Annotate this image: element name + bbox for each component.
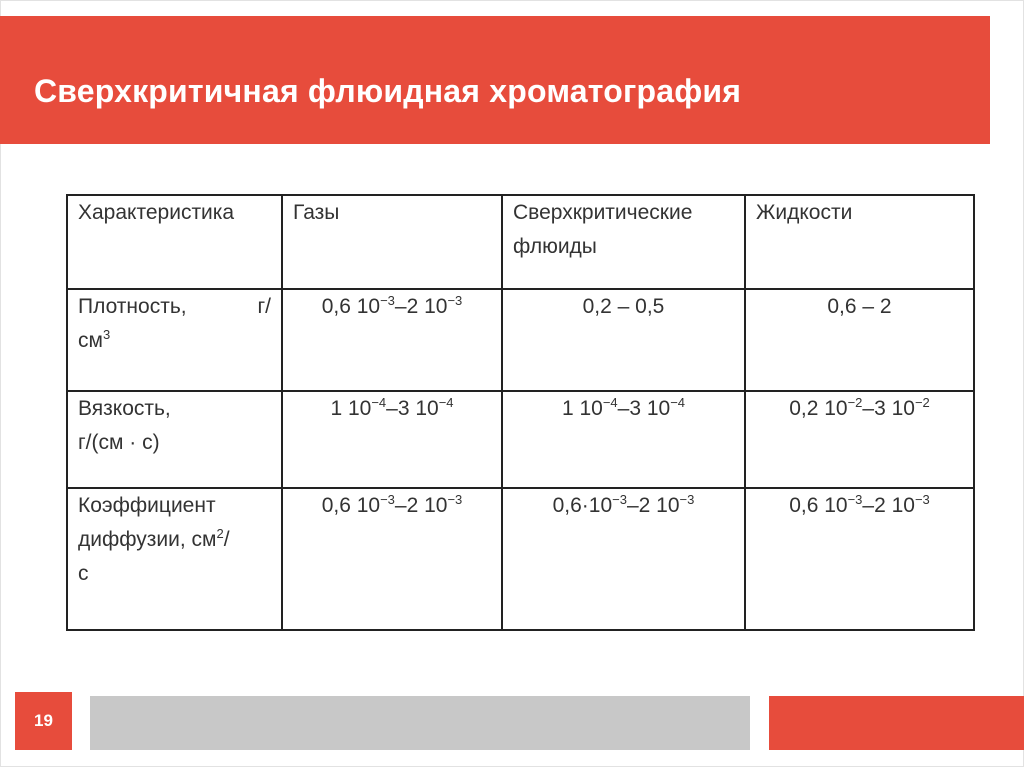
diffusion-gases: 0,6 $10^{-3}-2$ $10^{-3}$ xyxy=(282,488,502,630)
viscosity-gases: 1 $10^{-4}-3$ $10^{-4}$ xyxy=(282,391,502,488)
header-liquids: Жидкости xyxy=(745,195,974,289)
table-row-viscosity xyxy=(67,391,974,488)
comparison-table xyxy=(66,194,975,631)
row-label-diffusion: Коэффициент диффузии, $см^2/$ с xyxy=(67,488,282,630)
table-row-diffusion xyxy=(67,488,974,630)
viscosity-liquids: 0,2 $10^{-2}-3$ $10^{-2}$ xyxy=(745,391,974,488)
density-label-unit: г/ xyxy=(257,295,271,318)
density-label-main: Плотность, xyxy=(78,295,187,318)
header-characteristic: Характеристика xyxy=(67,195,282,289)
density-label-sup: 3 xyxy=(102,327,111,342)
density-sfc: 0,2 – 0,5 xyxy=(502,289,745,391)
viscosity-sfc: 1 $10^{-4}-3$ $10^{-4}$ xyxy=(502,391,745,488)
header-gases: Газы xyxy=(282,195,502,289)
row-label-viscosity: Вязкость, г/(см · с) xyxy=(67,391,282,488)
diffusion-sfc: $0,6\cdot 10^{-3}-2$ $10^{-3}$ xyxy=(502,488,745,630)
density-label-line2: см xyxy=(78,329,103,352)
diffusion-liquids: 0,6 $10^{-3}-2$ $10^{-3}$ xyxy=(745,488,974,630)
row-label-density xyxy=(67,289,282,391)
table-row-density xyxy=(67,289,974,391)
density-gases: 0,6 $10^{-3}-2$ $10^{-3}$ xyxy=(282,289,502,391)
slide-title: Сверхкритичная флюидная хроматография xyxy=(34,73,742,109)
page-number: 19 xyxy=(15,692,72,750)
footer-gray-bar xyxy=(90,696,750,750)
footer-red-bar xyxy=(769,696,1024,750)
table-header-row xyxy=(67,195,974,289)
header-supercritical-fluids: Сверхкритические флюиды xyxy=(502,195,745,289)
density-liquids: 0,6 – 2 xyxy=(745,289,974,391)
